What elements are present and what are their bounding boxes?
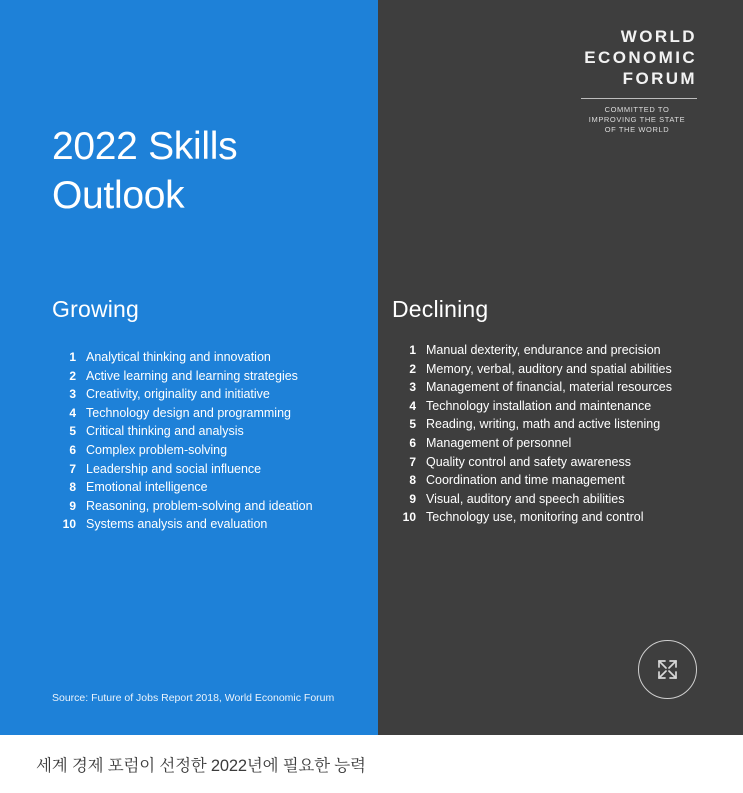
list-item [392, 415, 722, 434]
wef-tagline-line1: COMMITTED TO [604, 105, 670, 114]
growing-panel [0, 0, 378, 735]
list-item-label: Technology design and programming [86, 405, 291, 420]
list-item-label: Reading, writing, math and active listening [426, 417, 661, 432]
declining-heading: Declining [392, 296, 489, 322]
list-item-number: 8 [409, 473, 416, 488]
list-item-number: 3 [69, 387, 76, 402]
page-title-line1: 2022 Skills [52, 125, 238, 168]
wef-tagline-line3: OF THE WORLD [604, 125, 670, 134]
caption-text: 세계 경제 포럼이 선정한 2022년에 필요한 능력 [36, 757, 366, 775]
list-item-number: 2 [69, 368, 76, 383]
list-item-label: Manual dexterity, endurance and precision [426, 343, 661, 357]
list-item-label: Management of financial, material resources [426, 380, 672, 395]
list-item-label: Leadership and social influence [86, 461, 262, 476]
caption-bar [0, 735, 743, 793]
list-item-label: Visual, auditory and speech abilities [426, 491, 625, 506]
list-item-number: 4 [409, 398, 416, 413]
growing-list [52, 348, 362, 534]
list-item-number: 5 [69, 424, 76, 439]
growing-heading: Growing [52, 296, 140, 322]
expand-arrows-icon[interactable] [638, 640, 697, 699]
list-item [52, 441, 362, 460]
list-item-label: Technology installation and maintenance [426, 398, 652, 413]
list-item-number: 7 [69, 461, 76, 476]
declining-list [392, 341, 722, 527]
declining-panel [378, 0, 743, 735]
list-item [392, 508, 722, 527]
list-item [52, 348, 362, 367]
page-title [52, 122, 237, 220]
list-item-number: 9 [69, 498, 76, 513]
list-item-number: 9 [409, 491, 416, 506]
list-item-label: Memory, verbal, auditory and spatial abilities [426, 361, 672, 376]
list-item-label: Active learning and learning strategies [86, 368, 298, 383]
list-item-label: Reasoning, problem-solving and ideation [86, 498, 313, 513]
list-item-label: Quality control and safety awareness [426, 454, 631, 469]
list-item-label: Complex problem-solving [86, 442, 228, 457]
list-item-number: 6 [69, 442, 76, 457]
list-item [392, 360, 722, 379]
list-item-number: 4 [69, 405, 76, 420]
list-item-number: 5 [409, 417, 416, 432]
page-title-line2: Outlook [52, 174, 185, 217]
list-item-number: 1 [409, 343, 416, 357]
list-item-label: Analytical thinking and innovation [86, 350, 271, 364]
list-item-number: 8 [69, 480, 76, 495]
list-item [52, 385, 362, 404]
list-item [392, 453, 722, 472]
list-item [392, 378, 722, 397]
list-item-label: Systems analysis and evaluation [86, 517, 268, 532]
divider [581, 98, 697, 99]
list-item [52, 460, 362, 479]
wef-logo-tagline [577, 105, 697, 135]
list-item [392, 471, 722, 490]
list-item [392, 341, 722, 360]
wef-logo-line2: ECONOMIC [584, 48, 697, 67]
list-item-number: 10 [62, 517, 76, 532]
list-item-number: 10 [402, 510, 416, 525]
wef-logo-line1: WORLD [620, 27, 697, 46]
wef-tagline-line2: IMPROVING THE STATE [588, 115, 686, 124]
list-item-label: Technology use, monitoring and control [426, 510, 644, 525]
list-item [52, 422, 362, 441]
list-item [392, 397, 722, 416]
list-item-number: 6 [409, 435, 416, 450]
list-item-label: Critical thinking and analysis [86, 424, 244, 439]
source-note: Source: Future of Jobs Report 2018, World Economic Forum [52, 692, 335, 704]
list-item-label: Coordination and time management [426, 473, 625, 488]
list-item-number: 7 [409, 454, 416, 469]
wef-logo [577, 26, 697, 135]
list-item [52, 367, 362, 386]
list-item-number: 1 [69, 350, 76, 364]
list-item-label: Creativity, originality and initiative [86, 387, 270, 402]
wef-logo-line3: FORUM [622, 69, 697, 88]
list-item [52, 478, 362, 497]
list-item-label: Emotional intelligence [86, 480, 208, 495]
list-item-number: 3 [409, 380, 416, 395]
list-item [392, 434, 722, 453]
list-item-label: Management of personnel [426, 435, 572, 450]
list-item-number: 2 [409, 361, 416, 376]
list-item [52, 497, 362, 516]
list-item [52, 404, 362, 423]
list-item [392, 490, 722, 509]
list-item [52, 515, 362, 534]
